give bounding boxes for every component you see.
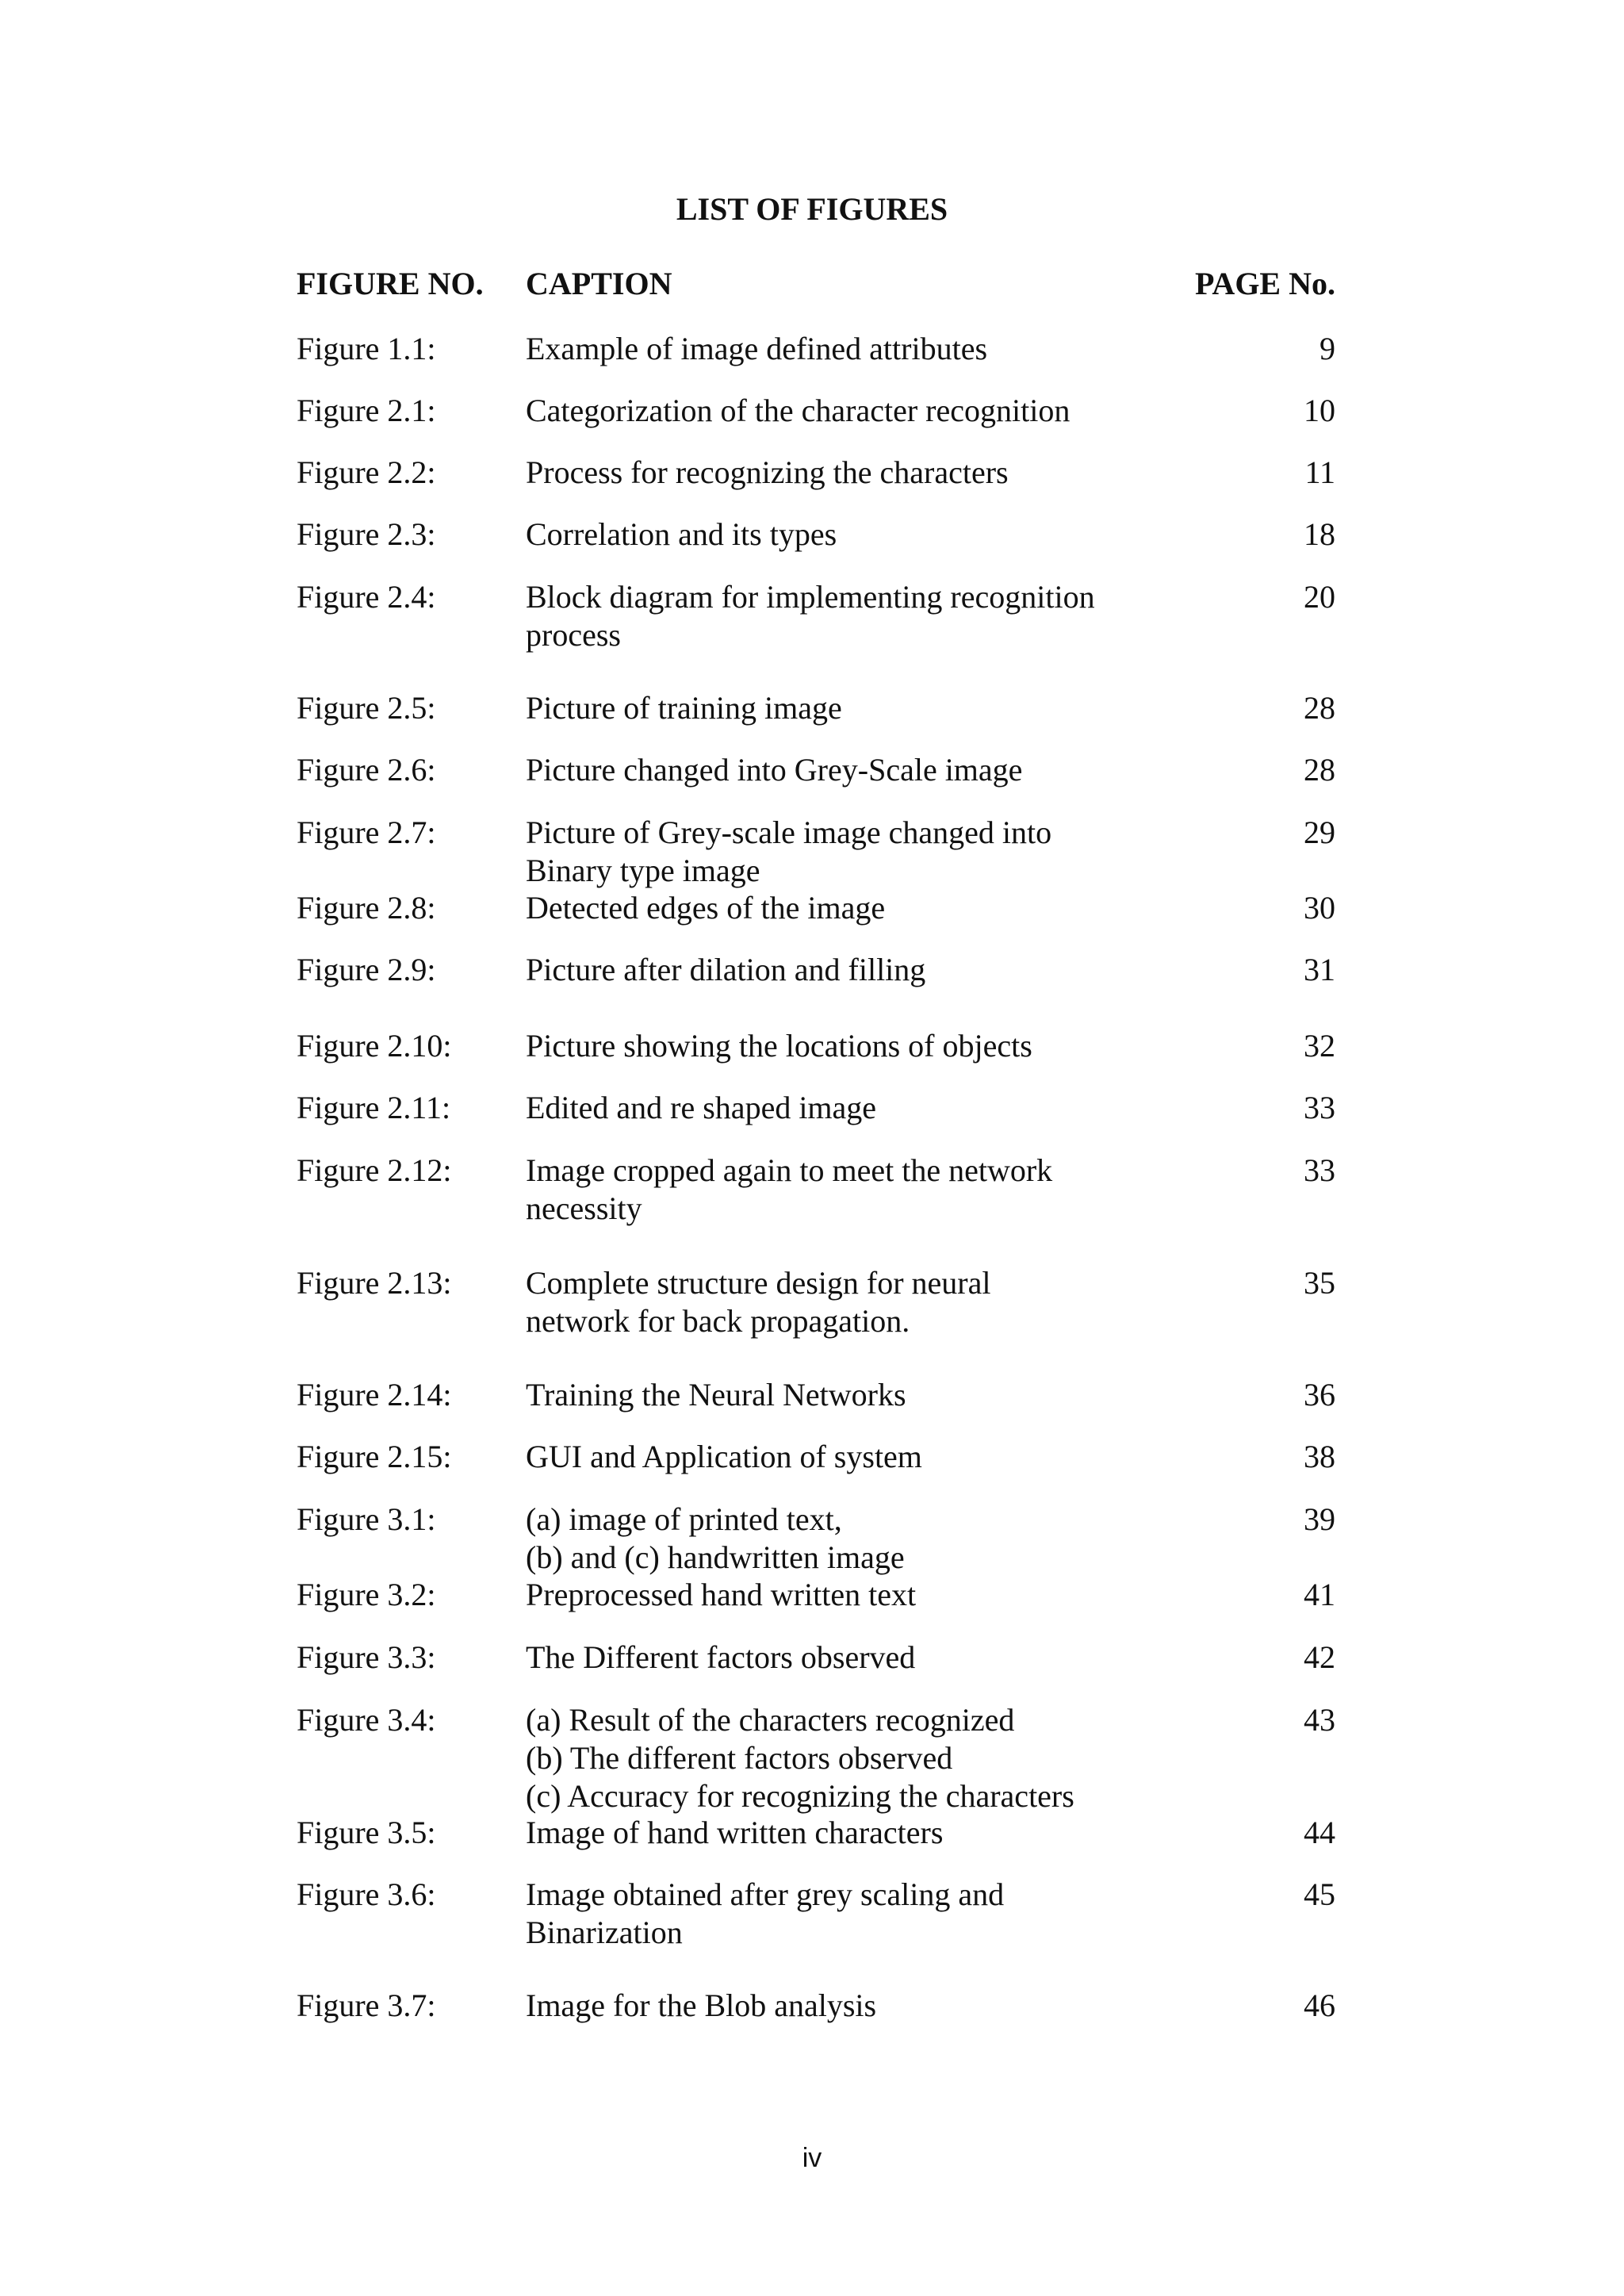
figure-page: 20 [1304,579,1335,615]
figure-page: 39 [1304,1501,1335,1537]
figure-page: 11 [1304,454,1335,490]
figure-number: Figure 3.5: [297,1815,436,1850]
caption-line: Complete structure design for neural [526,1265,991,1301]
figure-number: Figure 2.5: [297,690,436,726]
figure-number: Figure 2.6: [297,752,436,788]
figure-number: Figure 3.4: [297,1702,436,1738]
figure-page: 29 [1304,815,1335,850]
figure-entry [0,516,1624,554]
page-number: iv [802,2143,822,2173]
caption-line: Image of hand written characters [526,1815,944,1850]
figure-entry [0,454,1624,492]
figure-entry [0,889,1624,927]
figure-caption [526,889,1144,927]
page-title: LIST OF FIGURES [676,191,948,227]
figure-entry [0,1438,1624,1476]
figure-entry [0,951,1624,989]
figure-page: 33 [1304,1090,1335,1125]
figure-caption [526,454,1144,492]
figure-number: Figure 2.4: [297,579,436,615]
figure-number: Figure 3.3: [297,1639,436,1675]
caption-line: Picture changed into Grey-Scale image [526,752,1023,788]
figure-entry [0,689,1624,727]
caption-line: process [526,617,621,653]
caption-line: Correlation and its types [526,516,837,552]
figure-caption [526,1639,1144,1677]
caption-line: Block diagram for implementing recognition [526,579,1095,615]
figure-page: 31 [1304,952,1335,987]
figure-number: Figure 3.7: [297,1987,436,2023]
figure-entry [0,814,1624,888]
figure-entry [0,1876,1624,1950]
figure-entry [0,1089,1624,1127]
figure-page: 10 [1304,393,1335,428]
figure-page: 46 [1304,1987,1335,2023]
figure-caption [526,1987,1144,2025]
caption-line: Example of image defined attributes [526,331,988,366]
figure-caption [526,1027,1144,1065]
caption-line: Binary type image [526,853,760,888]
figure-page: 28 [1304,752,1335,788]
figure-page: 42 [1304,1639,1335,1675]
figure-entry [0,1987,1624,2025]
caption-line: (b) and (c) handwritten image [526,1539,905,1575]
caption-line: Binarization [526,1915,683,1950]
figure-caption [526,751,1144,789]
figure-page: 43 [1304,1702,1335,1738]
figure-page: 18 [1304,516,1335,552]
figure-entry [0,1264,1624,1339]
figure-number: Figure 2.14: [297,1377,452,1412]
figure-page: 41 [1304,1577,1335,1612]
figure-number: Figure 2.11: [297,1090,451,1125]
caption-line: Image for the Blob analysis [526,1987,877,2023]
figure-number: Figure 2.7: [297,815,436,850]
figure-caption [526,516,1144,554]
caption-line: Categorization of the character recognition [526,393,1071,428]
caption-line: Picture showing the locations of objects [526,1028,1032,1064]
figure-entry [0,1576,1624,1614]
figure-entry [0,1501,1624,1575]
figure-number: Figure 3.2: [297,1577,436,1612]
caption-line: (a) Result of the characters recognized [526,1702,1015,1738]
figure-caption [526,951,1144,989]
figure-caption [526,578,1144,654]
caption-line: Picture of Grey-scale image changed into [526,815,1052,850]
figure-entry [0,392,1624,430]
figure-number: Figure 2.10: [297,1028,452,1064]
figure-entry [0,1376,1624,1414]
caption-line: Preprocessed hand written text [526,1577,917,1612]
table-header [0,260,1624,308]
header-figure-no: FIGURE NO. [297,266,484,301]
figure-entry [0,1814,1624,1852]
caption-line: Detected edges of the image [526,890,886,926]
figure-entry [0,1701,1624,1814]
figure-page: 33 [1304,1152,1335,1188]
caption-line: GUI and Application of system [526,1439,922,1474]
figure-entry [0,1639,1624,1677]
caption-line: Training the Neural Networks [526,1377,906,1412]
caption-line: Process for recognizing the characters [526,454,1009,490]
caption-line: Image obtained after grey scaling and [526,1876,1005,1912]
figure-number: Figure 2.15: [297,1439,452,1474]
figure-caption [526,392,1144,430]
figure-page: 36 [1304,1377,1335,1412]
figure-entry [0,1152,1624,1226]
figure-entry [0,751,1624,789]
figure-caption [526,1701,1144,1815]
figure-number: Figure 2.2: [297,454,436,490]
figure-caption [526,1438,1144,1476]
figure-caption [526,814,1144,890]
caption-line: necessity [526,1190,642,1226]
figure-entry [0,578,1624,653]
figure-caption [526,1876,1144,1952]
header-page-no: PAGE No. [1194,266,1335,301]
figure-page: 32 [1304,1028,1335,1064]
figure-number: Figure 1.1: [297,331,436,366]
header-caption: CAPTION [526,266,672,301]
figure-page: 44 [1304,1815,1335,1850]
figure-caption [526,1152,1144,1228]
figure-entry [0,1027,1624,1065]
figure-page: 28 [1304,690,1335,726]
figure-number: Figure 2.8: [297,890,436,926]
figure-page: 35 [1304,1265,1335,1301]
figure-number: Figure 2.3: [297,516,436,552]
caption-line: (c) Accuracy for recognizing the characters [526,1778,1074,1814]
caption-line: (b) The different factors observed [526,1740,953,1776]
caption-line: Image cropped again to meet the network [526,1152,1053,1188]
figure-page: 45 [1304,1876,1335,1912]
figure-number: Figure 2.12: [297,1152,452,1188]
caption-line: (a) image of printed text, [526,1501,842,1537]
figure-caption [526,330,1144,368]
figure-number: Figure 3.1: [297,1501,436,1537]
figure-number: Figure 2.13: [297,1265,452,1301]
caption-line: network for back propagation. [526,1303,910,1339]
figure-caption [526,1089,1144,1127]
caption-line: Picture after dilation and filling [526,952,926,987]
figure-page: 9 [1320,331,1335,366]
figure-caption [526,1264,1144,1340]
figure-page: 38 [1304,1439,1335,1474]
caption-line: Picture of training image [526,690,842,726]
figure-page: 30 [1304,890,1335,926]
figure-number: Figure 2.9: [297,952,436,987]
figure-caption [526,1501,1144,1577]
caption-line: Edited and re shaped image [526,1090,877,1125]
figure-caption [526,689,1144,727]
figure-entry [0,330,1624,368]
figure-caption [526,1376,1144,1414]
figure-number: Figure 2.1: [297,393,436,428]
figure-caption [526,1576,1144,1614]
caption-line: The Different factors observed [526,1639,916,1675]
figure-caption [526,1814,1144,1852]
figure-number: Figure 3.6: [297,1876,436,1912]
